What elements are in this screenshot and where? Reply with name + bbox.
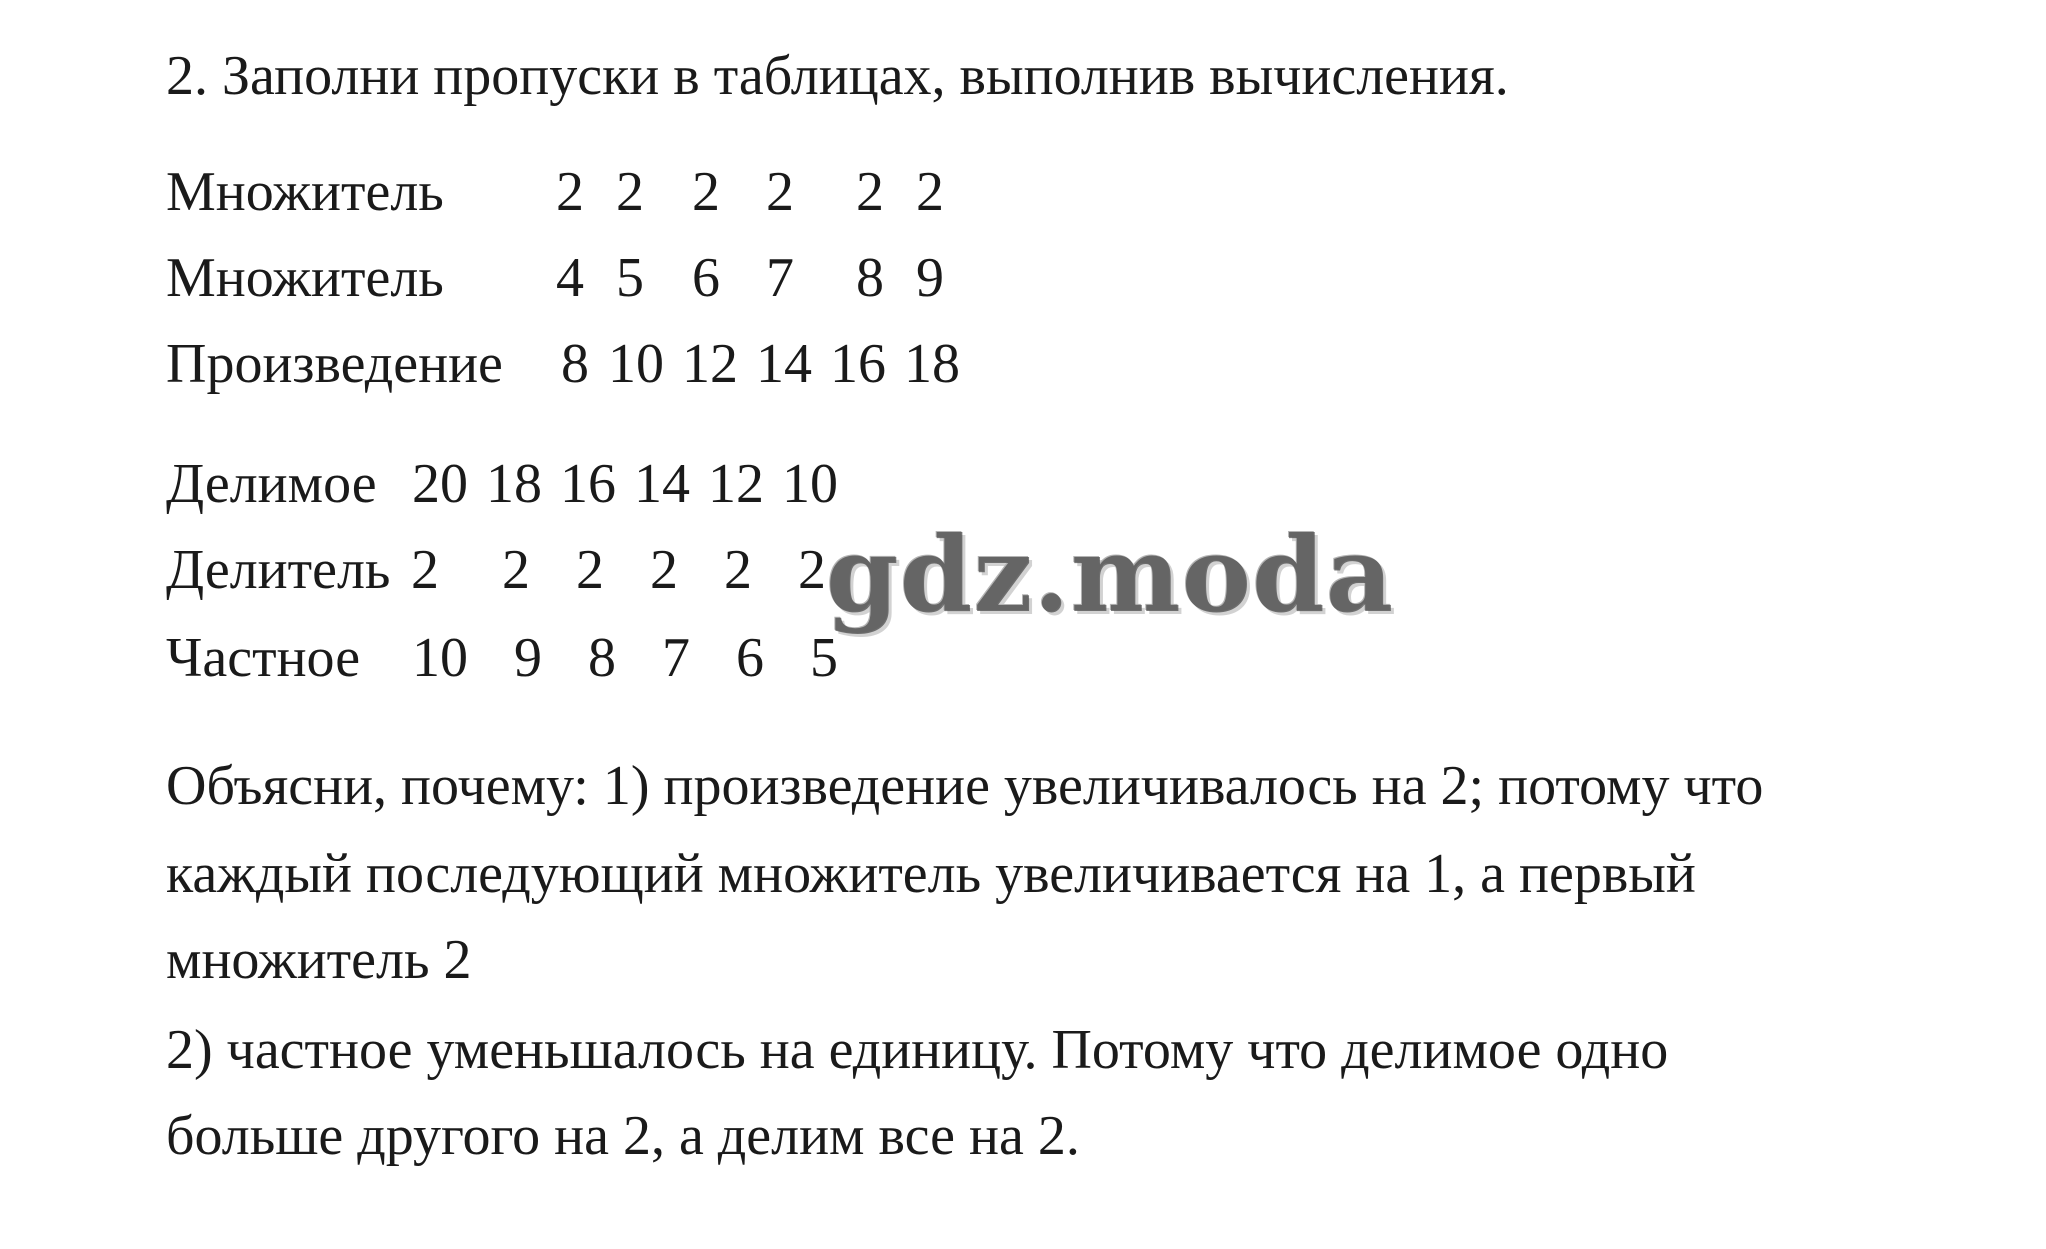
table2-cell: 2: [502, 539, 530, 601]
table1-cell: 18: [904, 333, 960, 395]
table2-cell: 9: [514, 627, 542, 689]
table1-cell: 10: [608, 333, 664, 395]
table2-cell: 16: [560, 453, 616, 515]
table2-cell: 12: [708, 453, 764, 515]
table2-cell: 8: [588, 627, 616, 689]
table1-cell: 5: [616, 247, 644, 309]
task-heading: 2. Заполни пропуски в таблицах, выполнив вычисления.: [166, 45, 1509, 107]
table1-cell: 2: [766, 161, 794, 223]
table1-cell: 2: [856, 161, 884, 223]
table2-row-label: Делитель: [166, 539, 391, 601]
table2-cell: 20: [412, 453, 468, 515]
table2-row-label: Частное: [166, 627, 361, 689]
table1-cell: 14: [756, 333, 812, 395]
table1-cell: 9: [916, 247, 944, 309]
explanation-line: множитель 2: [166, 929, 472, 991]
table1-row-label: Множитель: [166, 247, 444, 309]
table2-cell: 5: [810, 627, 838, 689]
watermark-logo: gdz.moda: [826, 513, 1395, 636]
table1-cell: 16: [830, 333, 886, 395]
table2-cell: 18: [486, 453, 542, 515]
table2-row-label: Делимое: [166, 453, 377, 515]
table1-cell: 6: [692, 247, 720, 309]
table1-cell: 4: [556, 247, 584, 309]
explanation-line: 2) частное уменьшалось на единицу. Потому что делимое одно: [166, 1019, 1669, 1081]
table1-cell: 8: [856, 247, 884, 309]
explanation-line: каждый последующий множитель увеличивается на 1, а первый: [166, 843, 1696, 905]
table1-cell: 2: [692, 161, 720, 223]
explanation-line: Объясни, почему: 1) произведение увеличивалось на 2; потому что: [166, 755, 1764, 817]
table1-cell: 7: [766, 247, 794, 309]
table2-cell: 2: [411, 539, 439, 601]
table1-cell: 2: [916, 161, 944, 223]
table2-cell: 7: [662, 627, 690, 689]
table1-cell: 12: [682, 333, 738, 395]
table2-cell: 2: [650, 539, 678, 601]
table1-cell: 2: [616, 161, 644, 223]
table2-cell: 2: [724, 539, 752, 601]
table1-row-label: Множитель: [166, 161, 444, 223]
table2-cell: 10: [412, 627, 468, 689]
table1-cell: 8: [561, 333, 589, 395]
table2-cell: 6: [736, 627, 764, 689]
table1-cell: 2: [556, 161, 584, 223]
explanation-line: больше другого на 2, а делим все на 2.: [166, 1105, 1080, 1167]
table2-cell: 10: [782, 453, 838, 515]
table2-cell: 2: [798, 539, 826, 601]
table1-row-label: Произведение: [166, 333, 503, 395]
table2-cell: 2: [576, 539, 604, 601]
table2-cell: 14: [634, 453, 690, 515]
